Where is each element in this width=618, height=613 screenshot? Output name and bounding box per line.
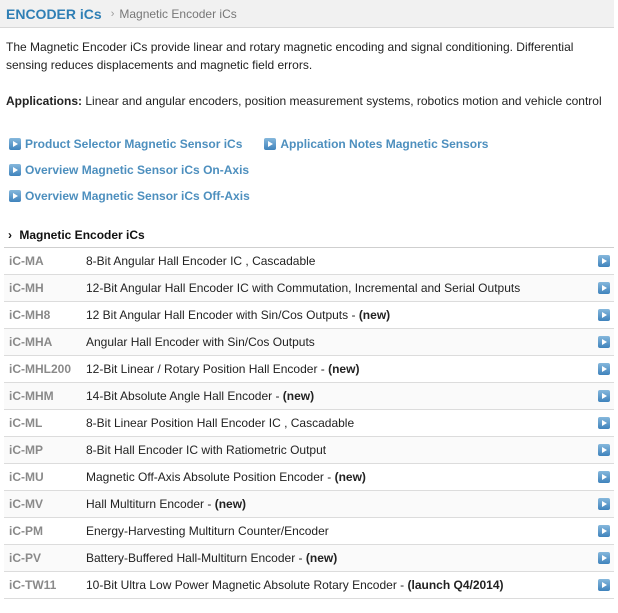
table-row[interactable] <box>4 545 614 572</box>
product-table <box>4 247 614 599</box>
product-code[interactable]: iC-ML <box>9 416 43 430</box>
overview-on-axis-label: Overview Magnetic Sensor iCs On-Axis <box>25 163 250 177</box>
product-status-tag: (new) <box>358 308 391 322</box>
arrow-right-icon <box>9 138 21 150</box>
product-code[interactable]: iC-MP <box>9 443 43 457</box>
table-row[interactable] <box>4 491 614 518</box>
product-code[interactable]: iC-MHA <box>9 335 53 349</box>
arrow-right-icon[interactable] <box>598 471 610 483</box>
product-description-text: 10-Bit Ultra Low Power Magnetic Absolute Rotary Encoder - <box>86 578 408 592</box>
product-code[interactable]: iC-TW11 <box>9 578 57 592</box>
table-row[interactable] <box>4 329 614 356</box>
arrow-right-icon[interactable] <box>598 579 610 591</box>
product-description[interactable] <box>86 416 614 430</box>
table-row[interactable] <box>4 518 614 545</box>
breadcrumb-current: Magnetic Encoder iCs <box>119 6 237 21</box>
application-notes-link[interactable] <box>264 137 488 151</box>
product-description[interactable] <box>86 497 614 511</box>
product-description[interactable] <box>86 362 614 376</box>
product-description[interactable] <box>86 308 614 322</box>
product-code[interactable]: iC-MH8 <box>9 308 51 322</box>
product-description[interactable] <box>86 524 614 538</box>
application-notes-label: Application Notes Magnetic Sensors <box>280 137 489 151</box>
product-status-tag: (new) <box>334 470 366 484</box>
table-row[interactable] <box>4 464 614 491</box>
arrow-right-icon[interactable] <box>598 525 610 537</box>
table-row[interactable] <box>4 248 614 275</box>
product-code[interactable]: iC-MU <box>9 470 44 484</box>
product-description[interactable] <box>86 578 614 592</box>
product-code[interactable]: iC-MHL200 <box>9 362 72 376</box>
product-code[interactable]: iC-MHM <box>9 389 54 403</box>
product-description[interactable] <box>86 389 614 403</box>
overview-off-axis-link[interactable] <box>9 189 250 203</box>
table-row[interactable] <box>4 383 614 410</box>
arrow-right-icon[interactable] <box>598 282 610 294</box>
product-description-text: Battery-Buffered Hall-Multiturn Encoder - <box>86 551 306 565</box>
header-bar <box>0 0 614 28</box>
link-row <box>9 131 488 157</box>
table-row[interactable] <box>4 275 614 302</box>
product-description[interactable] <box>86 335 614 349</box>
arrow-right-icon[interactable] <box>598 498 610 510</box>
product-code[interactable]: iC-PM <box>9 524 43 538</box>
page-title[interactable]: ENCODER iCs <box>6 5 102 22</box>
applications-value: Linear and angular encoders, position measurement systems, robotics motion and vehicle control <box>85 94 602 108</box>
arrow-right-icon[interactable] <box>598 552 610 564</box>
product-status-tag: (launch Q4/2014) <box>407 578 504 592</box>
section-title-text: Magnetic Encoder iCs <box>19 228 145 242</box>
product-description-text: 8-Bit Angular Hall Encoder IC , Cascadable <box>86 254 316 268</box>
product-description-text: Magnetic Off-Axis Absolute Position Encoder - <box>86 470 335 484</box>
product-description-text: Hall Multiturn Encoder - <box>86 497 215 511</box>
chevron-right-icon: › <box>8 228 12 242</box>
product-description-text: 14-Bit Absolute Angle Hall Encoder - <box>86 389 283 403</box>
product-code[interactable]: iC-MH <box>9 281 44 295</box>
product-status-tag: (new) <box>282 389 315 403</box>
product-selector-link[interactable] <box>9 137 242 151</box>
table-row[interactable] <box>4 356 614 383</box>
product-description-text: 12-Bit Linear / Rotary Position Hall Encoder - <box>86 362 329 376</box>
product-description[interactable] <box>86 470 614 484</box>
link-row <box>9 183 488 209</box>
arrow-right-icon[interactable] <box>598 336 610 348</box>
arrow-right-icon[interactable] <box>598 363 610 375</box>
product-description-text: 8-Bit Hall Encoder IC with Ratiometric Output <box>86 443 327 457</box>
arrow-right-icon <box>264 138 276 150</box>
table-row[interactable] <box>4 572 614 599</box>
link-list <box>9 131 488 209</box>
arrow-right-icon[interactable] <box>598 309 610 321</box>
product-description-text: Angular Hall Encoder with Sin/Cos Outputs <box>86 335 315 349</box>
product-status-tag: (new) <box>328 362 360 376</box>
arrow-right-icon[interactable] <box>598 444 610 456</box>
table-row[interactable] <box>4 437 614 464</box>
section-title <box>8 228 145 242</box>
product-description[interactable] <box>86 254 614 268</box>
applications-text <box>6 92 610 110</box>
product-description-text: 12 Bit Angular Hall Encoder with Sin/Cos Outputs - <box>86 308 359 322</box>
applications-label: Applications: <box>6 94 83 108</box>
arrow-right-icon <box>9 190 21 202</box>
overview-on-axis-link[interactable] <box>9 163 249 177</box>
arrow-right-icon[interactable] <box>598 417 610 429</box>
breadcrumb-separator: › <box>110 7 115 20</box>
product-selector-label: Product Selector Magnetic Sensor iCs <box>25 137 243 151</box>
arrow-right-icon[interactable] <box>598 390 610 402</box>
product-code[interactable]: iC-MA <box>9 254 44 268</box>
overview-off-axis-label: Overview Magnetic Sensor iCs Off-Axis <box>25 189 250 203</box>
product-description-text: Energy-Harvesting Multiturn Counter/Encoder <box>86 524 329 538</box>
product-code[interactable]: iC-PV <box>9 551 42 565</box>
intro-text: The Magnetic Encoder iCs provide linear and rotary magnetic encoding and signal conditioning. Differential sensing reduces displacements and magnetic field errors. <box>6 40 574 72</box>
product-description[interactable] <box>86 281 614 295</box>
arrow-right-icon[interactable] <box>598 255 610 267</box>
link-row <box>9 157 488 183</box>
product-description[interactable] <box>86 551 614 565</box>
product-status-tag: (new) <box>214 497 247 511</box>
product-description[interactable] <box>86 443 614 457</box>
arrow-right-icon <box>9 164 21 176</box>
product-description-text: 8-Bit Linear Position Hall Encoder IC , Cascadable <box>86 416 355 430</box>
table-row[interactable] <box>4 302 614 329</box>
product-status-tag: (new) <box>305 551 338 565</box>
product-description-text: 12-Bit Angular Hall Encoder IC with Commutation, Incremental and Serial Outputs <box>86 281 521 295</box>
table-row[interactable] <box>4 410 614 437</box>
product-code[interactable]: iC-MV <box>9 497 43 511</box>
